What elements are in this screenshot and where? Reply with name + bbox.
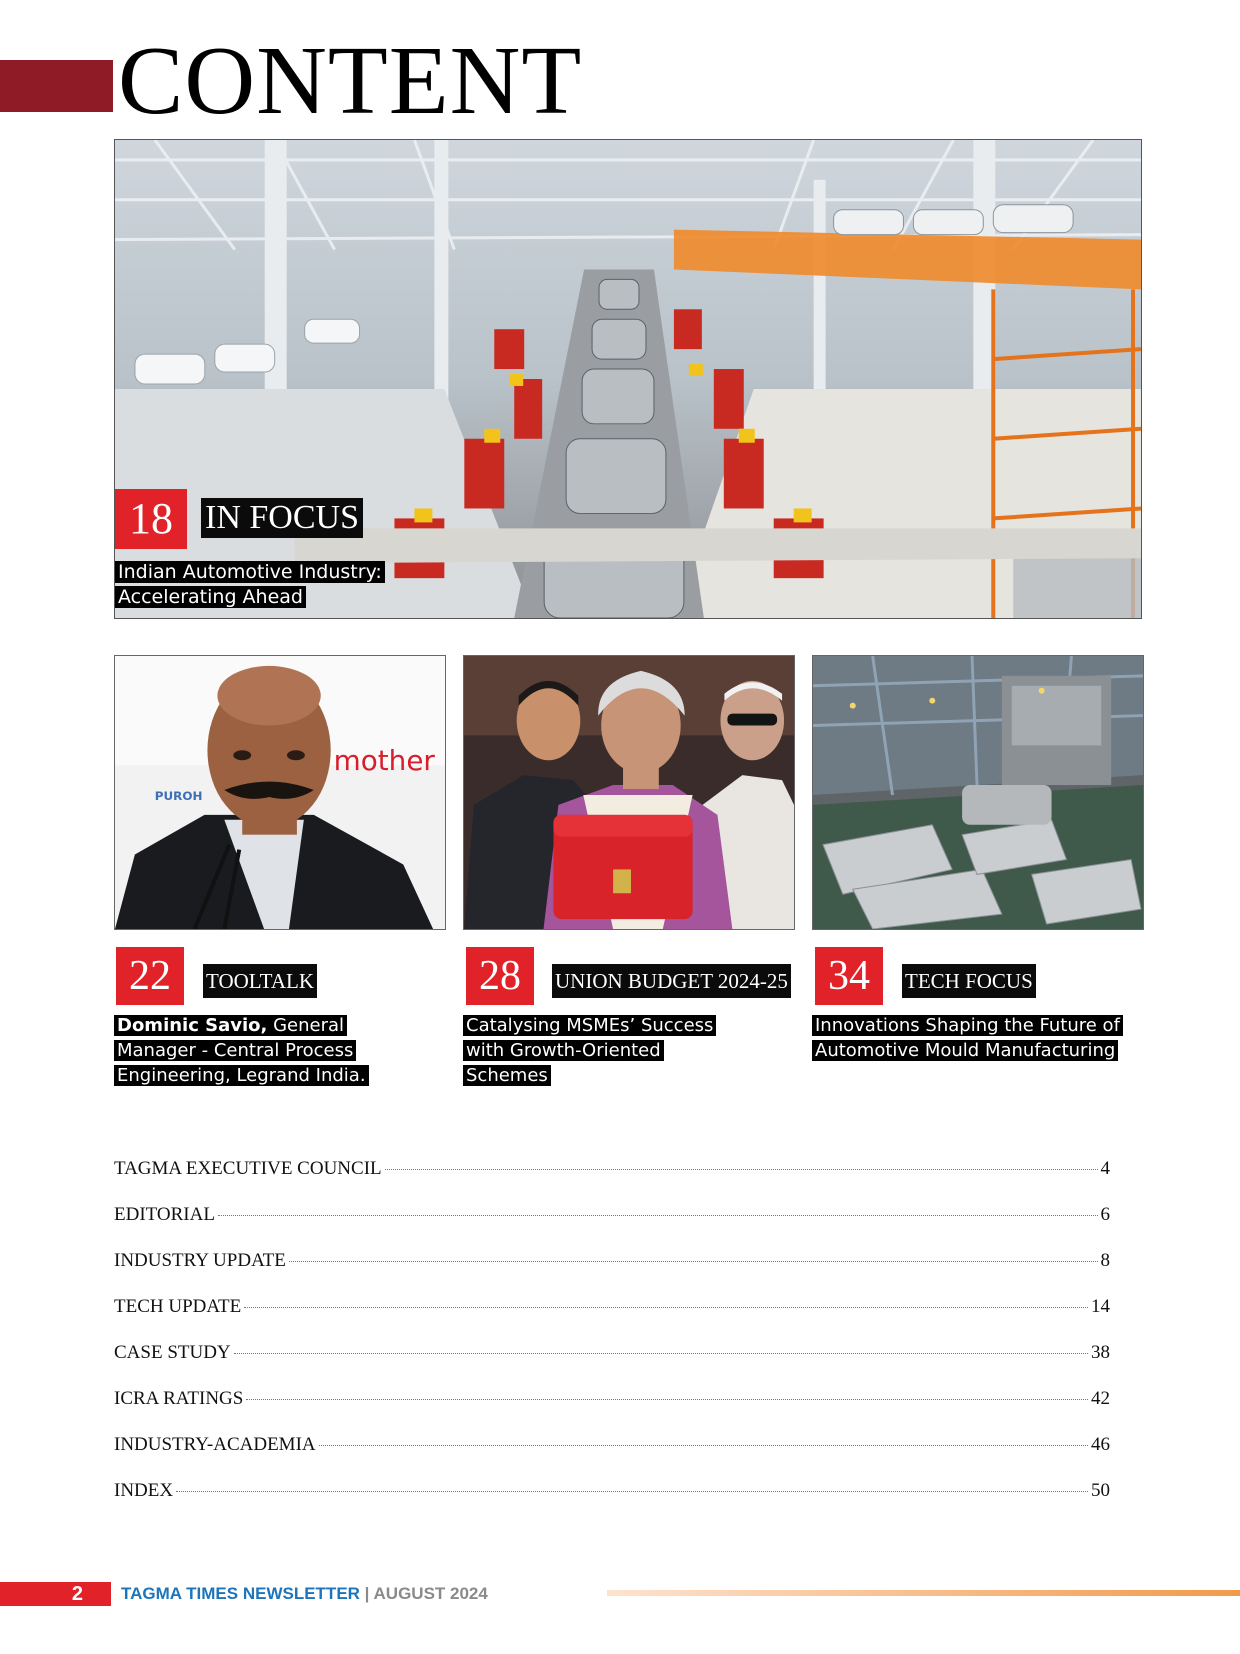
toc-entry[interactable]	[114, 1480, 1110, 1526]
toc-leader-dots	[385, 1169, 1098, 1170]
union-budget-caption-line: Catalysing MSMEs’ Success	[463, 1015, 716, 1036]
toc-label: CASE STUDY	[114, 1342, 231, 1363]
svg-text:PUROH: PUROH	[154, 788, 203, 803]
toc-page-number: 50	[1091, 1480, 1110, 1501]
feature-image-union-budget[interactable]	[463, 655, 795, 930]
footer-gradient-rule	[607, 1590, 1240, 1596]
toc-entry[interactable]	[114, 1388, 1110, 1434]
toc-label: TAGMA EXECUTIVE COUNCIL	[114, 1158, 382, 1179]
tooltalk-caption-line: General	[273, 1015, 345, 1036]
tooltalk-caption-name: Dominic Savio,	[117, 1015, 268, 1036]
toc-page-number: 38	[1091, 1342, 1110, 1363]
toc-entry[interactable]	[114, 1204, 1110, 1250]
toc-entry[interactable]	[114, 1342, 1110, 1388]
hero-page-number: 18	[115, 489, 187, 549]
union-budget-caption-line: with Growth-Oriented	[463, 1040, 664, 1061]
table-of-contents	[114, 1158, 1110, 1526]
footer-publication: TAGMA TIMES NEWSLETTER	[121, 1584, 360, 1603]
toc-page-number: 6	[1100, 1204, 1110, 1225]
toc-label: INDEX	[114, 1480, 174, 1501]
toc-entry[interactable]	[114, 1296, 1110, 1342]
footer-separator: |	[359, 1584, 374, 1603]
toc-label: INDUSTRY UPDATE	[114, 1250, 286, 1271]
feature-image-tooltalk[interactable]	[114, 655, 446, 930]
toc-label: INDUSTRY-ACADEMIA	[114, 1434, 316, 1455]
tech-focus-caption-line: Automotive Mould Manufacturing	[812, 1040, 1118, 1061]
hero-section-label: IN FOCUS	[201, 498, 363, 538]
backdrop-text: mother	[333, 744, 435, 778]
union-budget-caption	[463, 1013, 803, 1088]
budget-photo	[464, 656, 794, 929]
toc-page-number: 4	[1100, 1158, 1110, 1179]
toc-leader-dots	[218, 1215, 1098, 1216]
toc-page-number: 42	[1091, 1388, 1110, 1409]
feature-image-tech-focus[interactable]	[812, 655, 1144, 930]
hero-caption-line: Accelerating Ahead	[115, 586, 306, 608]
toc-page-number: 14	[1091, 1296, 1110, 1317]
toc-leader-dots	[176, 1491, 1088, 1492]
toc-label: TECH UPDATE	[114, 1296, 242, 1317]
toc-leader-dots	[289, 1261, 1098, 1262]
tooltalk-section-label: TOOLTALK	[203, 964, 317, 998]
title-accent-bar	[0, 60, 113, 112]
factory-photo	[813, 656, 1143, 929]
union-budget-section-label: UNION BUDGET 2024-25	[552, 964, 791, 998]
tooltalk-caption-line: Engineering, Legrand India.	[114, 1065, 369, 1086]
toc-entry[interactable]	[114, 1434, 1110, 1480]
tooltalk-page-number: 22	[116, 947, 184, 1005]
toc-entry[interactable]	[114, 1158, 1110, 1204]
toc-label: ICRA RATINGS	[114, 1388, 244, 1409]
hero-feature[interactable]	[114, 139, 1142, 619]
hero-image	[115, 140, 1141, 618]
toc-leader-dots	[234, 1353, 1088, 1354]
toc-entry[interactable]	[114, 1250, 1110, 1296]
footer-publication-line	[121, 1582, 488, 1606]
union-budget-caption-line: Schemes	[463, 1065, 551, 1086]
toc-leader-dots	[244, 1307, 1088, 1308]
toc-leader-dots	[246, 1399, 1088, 1400]
tooltalk-caption	[114, 1013, 454, 1088]
toc-page-number: 8	[1100, 1250, 1110, 1271]
union-budget-page-number: 28	[466, 947, 534, 1005]
footer-page-number: 2	[0, 1582, 111, 1606]
toc-page-number: 46	[1091, 1434, 1110, 1455]
tech-focus-section-label: TECH FOCUS	[902, 964, 1036, 998]
page-title: CONTENT	[118, 27, 583, 135]
toc-label: EDITORIAL	[114, 1204, 215, 1225]
hero-caption-line: Indian Automotive Industry:	[115, 561, 385, 583]
hero-caption	[115, 560, 395, 610]
tech-focus-caption	[812, 1013, 1142, 1063]
tech-focus-caption-line: Innovations Shaping the Future of	[812, 1015, 1123, 1036]
footer-issue: AUGUST 2024	[373, 1584, 488, 1603]
speaker-photo	[115, 656, 445, 929]
tech-focus-page-number: 34	[815, 947, 883, 1005]
tooltalk-caption-line: Manager - Central Process	[114, 1040, 356, 1061]
toc-leader-dots	[319, 1445, 1088, 1446]
